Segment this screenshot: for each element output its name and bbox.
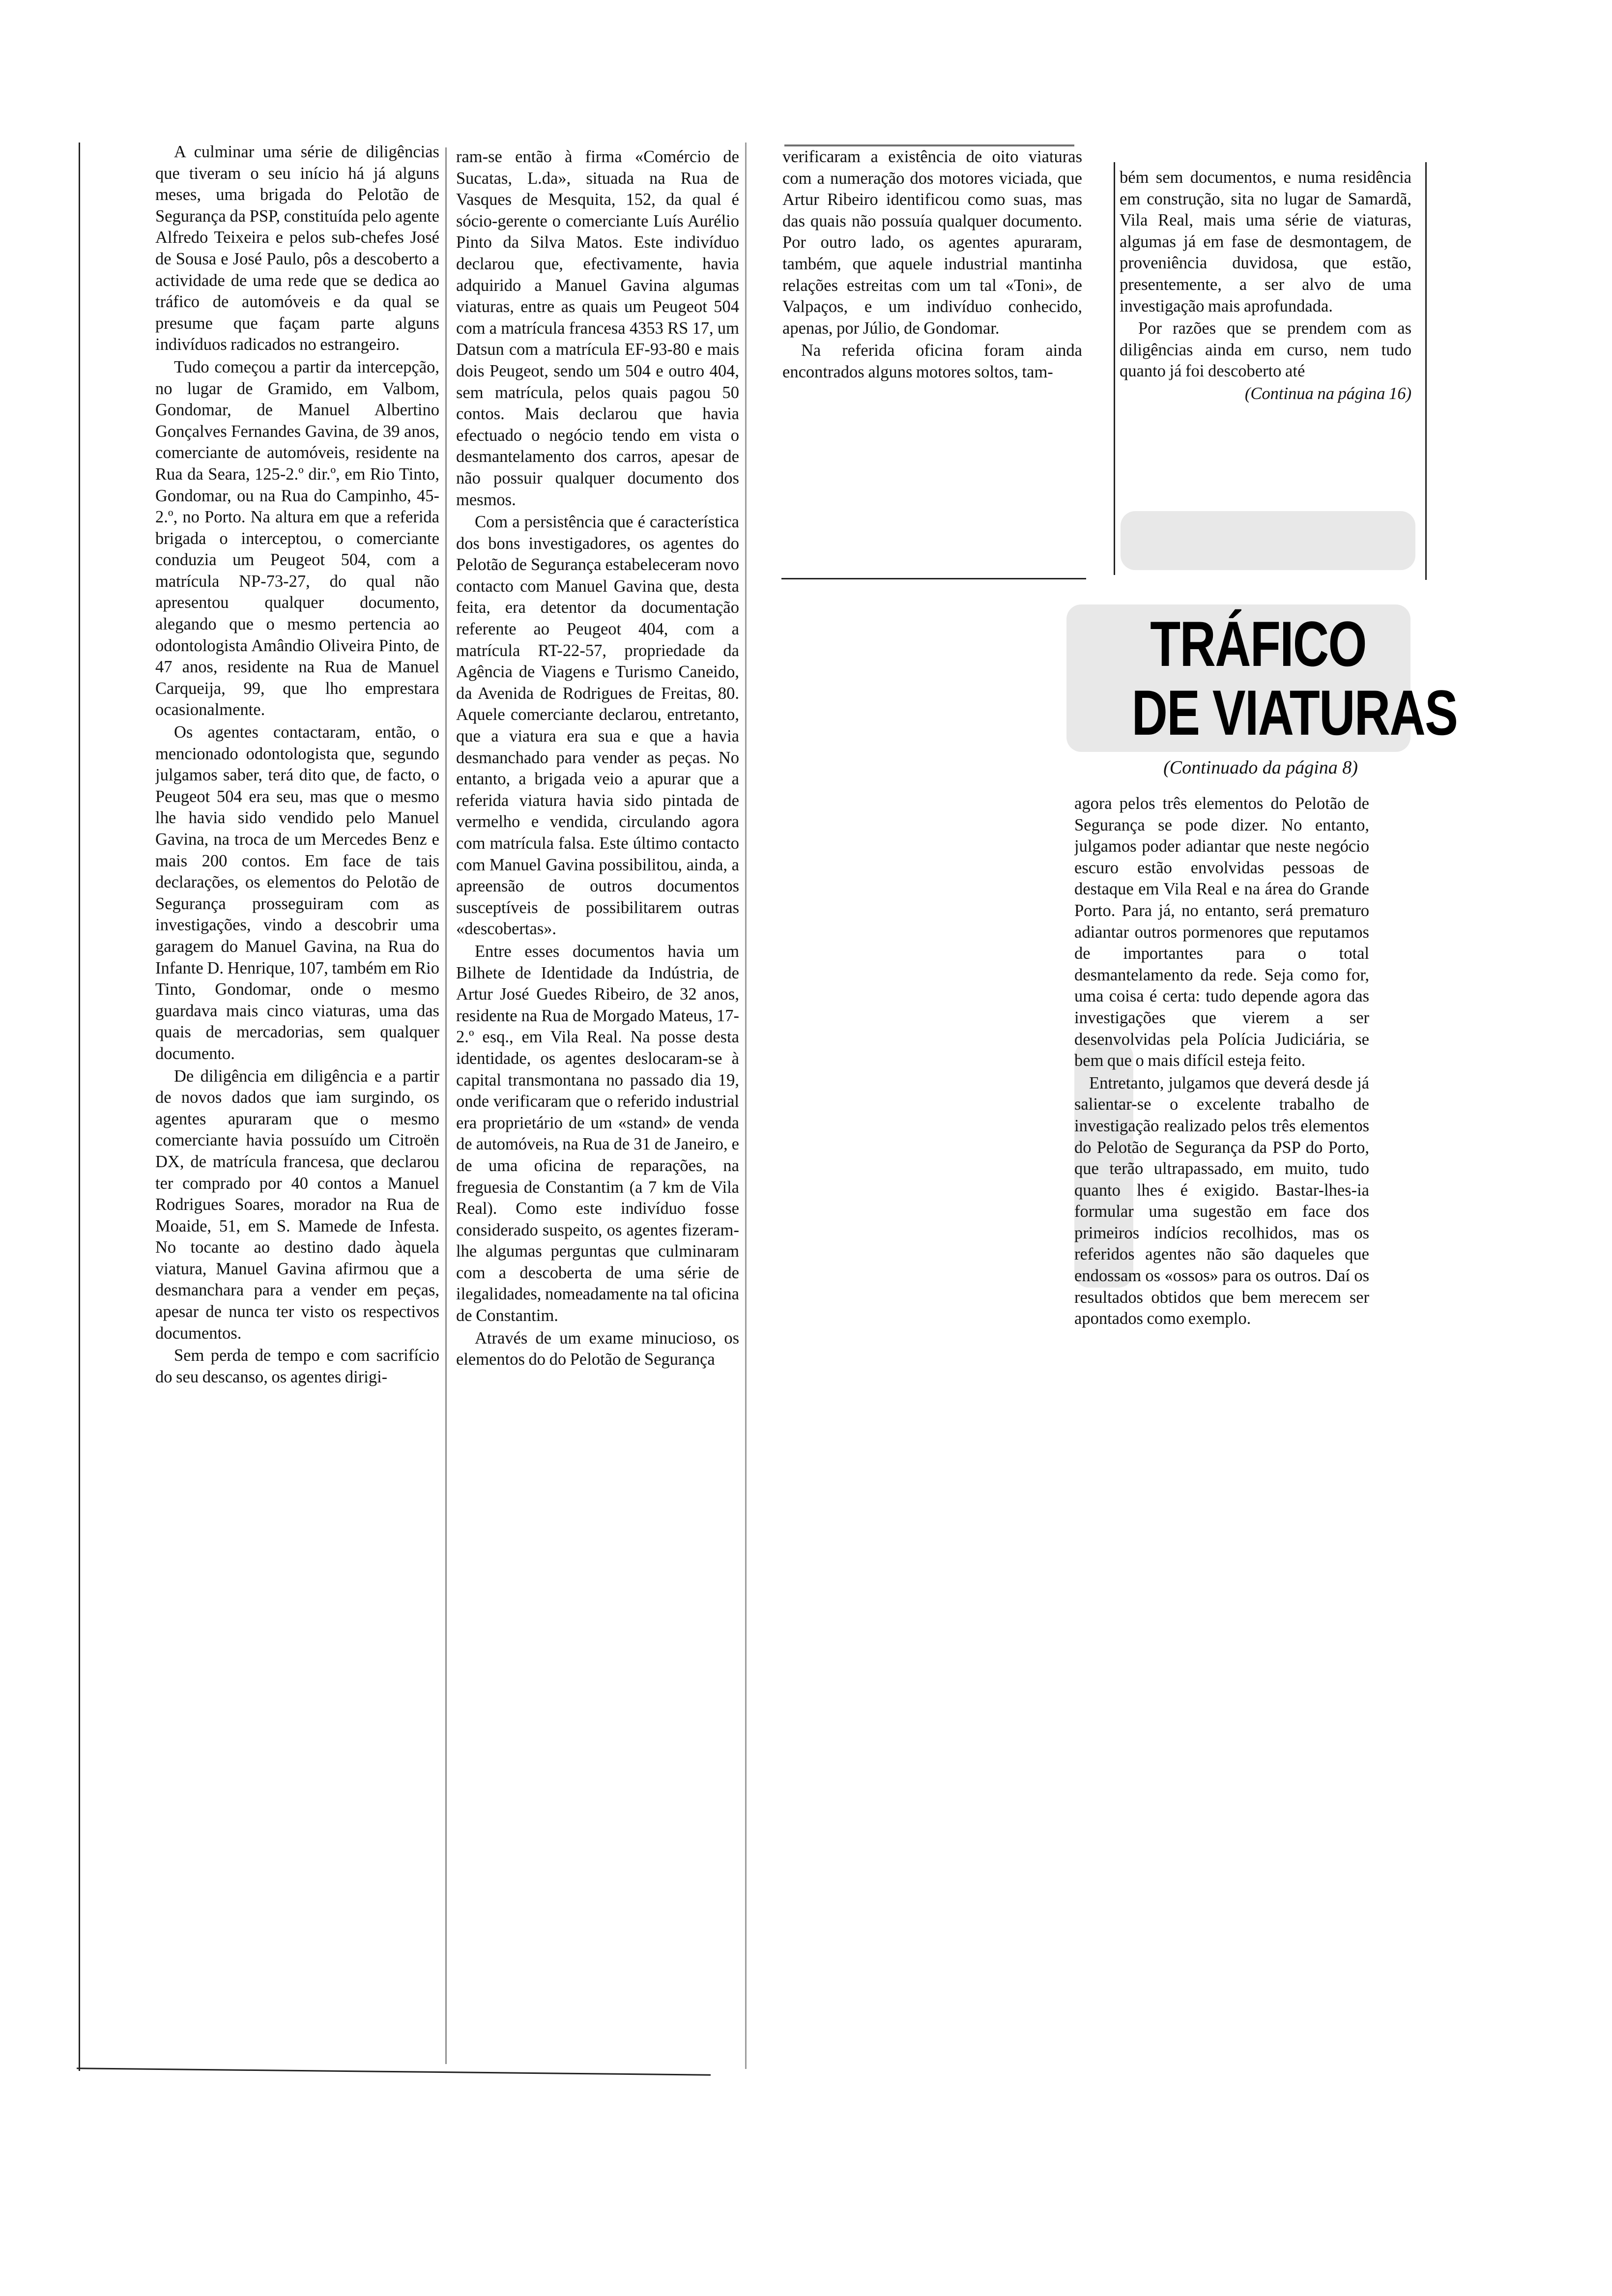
paragraph: bém sem documentos, e numa residência em construção, sita no lugar de Samardã, Vila Real, mais uma série de viaturas, algumas já em fase de desmontagem, de proveniência duvidosa, que estão, presentemente, a ser alvo de uma investigação mais aprofundada. — [1120, 168, 1411, 316]
paragraph: agora pelos três elementos do Pelotão de Segurança se pode dizer. No entanto, julgamos poder adiantar que neste negócio escuro estão envolvidas pessoas de destaque em Vila Real e na área do Grande Porto. Para já, no entanto, será prematuro adiantar outros pormenores que reputamos de importantes para o total desmantelamento da rede. Seja como for, uma coisa é certa: tudo depende agora das investigações que vierem a ser desenvolvidas pela Polícia Judiciária, se bem que o mais difícil esteja feito. — [1074, 794, 1369, 1070]
paragraph: Por razões que se prendem com as diligências ainda em curso, nem tudo quanto já foi descoberto até — [1120, 319, 1411, 381]
paragraph: Entretanto, julgamos que deverá desde já salientar-se o excelente trabalho de investigação realizado pelos três elementos do Pelotão de Segurança da PSP do Porto, que terão ultrapassado, em muito, tudo quanto lhes é exigido. Bastar-lhes-ia formular uma sugestão em face dos primeiros indícios recolhidos, mas os referidos agentes não são daqueles que endossam os «ossos» para os outros. Daí os resultados obtidos que bem merecem ser apontados como exemplo. — [1074, 1073, 1369, 1328]
column-border-left — [79, 143, 80, 2071]
paragraph: Na referida oficina foram ainda encontrados alguns motores soltos, tam- — [782, 341, 1082, 381]
article-column-4 — [1120, 167, 1411, 570]
paragraph: Os agentes contactaram, então, o mencionado odontologista que, segundo julgamos saber, terá dito que, de facto, o Peugeot 504 era seu, mas que o mesmo lhe havia sido vendido pelo Manuel Gavina, na troca de um Mercedes Benz e mais 200 contos. Em face de tais declarações, os elementos do Pelotão de Segurança prosseguiram com as investigações, vindo a descobrir uma garagem do Manuel Gavina, na Rua do Infante D. Henrique, 107, também em Rio Tinto, Gondomar, onde o mesmo guardava mais cinco viaturas, uma das quais de mercadorias, sem qualquer documento. — [155, 723, 439, 1063]
paragraph: Com a persistência que é característica dos bons investigadores, os agentes do Pelotão de Segurança estabeleceram novo contacto com Manuel Gavina que, desta feita, era detentor da documentação referente ao Peugeot 404, com a matrícula RT-22-57, propriedade da Agência de Viagens e Turismo Caneido, da Avenida de Rodrigues de Freitas, 80. Aquele comerciante declarou, entretanto, que a viatura era sua e que a havia desmanchado para vender as peças. No entanto, a brigada veio a apurar que a referida viatura havia sido pintada de vermelho e vendida, circulando agora com matrícula falsa. Este último contacto com Manuel Gavina possibilitou, ainda, a apreensão de outros documentos susceptíveis de possibilitarem outras «descobertas». — [456, 513, 739, 939]
continued-on-note: (Continua na página 16) — [1244, 384, 1411, 403]
paragraph: De diligência em diligência e a partir de novos dados que iam surgindo, os agentes apuraram que o mesmo comerciante havia possuído um Citroën DX, de matrícula francesa, que declarou ter comprado por 40 contos a Manuel Rodrigues Soares, morador na Rua de Moaide, 51, em S. Mamede de Infesta. No tocante ao destino dado àquela viatura, Manuel Gavina afirmou que a desmanchara para a vender em peças, apesar de nunca ter visto os respectivos documentos. — [155, 1066, 439, 1343]
paragraph: Tudo começou a partir da intercepção, no lugar de Gramido, em Valbom, Gondomar, de Manuel Albertino Gonçalves Fernandes Gavina, de 39 anos, comerciante de automóveis, residente na Rua da Seara, 125-2.º dir.º, em Rio Tinto, Gondomar, ou na Rua do Campinho, 45-2.º, no Porto. Na altura em que a referida brigada o interceptou, o comerciante conduzia um Peugeot 504, com a matrícula NP-73-27, do qual não apresentou qualquer documento, alegando que o mesmo pertencia ao odontologista Amândio Oliveira Pinto, de 47 anos, residente na Rua de Manuel Carqueija, 99, que lho emprestara ocasionalmente. — [155, 357, 439, 719]
continued-from-note: (Continuado da página 8) — [1163, 757, 1358, 778]
article-column-3 — [782, 146, 1082, 573]
paragraph: Sem perda de tempo e com sacrifício do seu descanso, os agentes dirigi- — [155, 1346, 439, 1386]
column-border-right — [1425, 162, 1427, 580]
column-divider — [745, 143, 747, 2069]
headline-line: DE VIATURAS — [1131, 677, 1458, 748]
paragraph: A culminar uma série de diligências que tiveram o seu início há já alguns meses, uma brigada do Pelotão de Segurança da PSP, constituída pelo agente Alfredo Teixeira e pelos sub-chefes José de Sousa e José Paulo, pôs a descoberto a actividade de uma rede que se dedica ao tráfico de automóveis e da qual se presume que façam parte alguns indivíduos radicados no estrangeiro. — [155, 143, 439, 354]
paragraph: Entre esses documentos havia um Bilhete de Identidade da Indústria, de Artur José Guedes Ribeiro, de 32 anos, residente na Rua de Morgado Mateus, 17-2.º esq., em Vila Real. Na posse desta identidade, os agentes deslocaram-se à capital transmontana no passado dia 19, onde verificaram que o referido industrial era proprietário de um «stand» de venda de automóveis, na Rua de 31 de Janeiro, e de uma oficina de reparações, na freguesia de Constantim (a 7 km de Vila Real). Como este indivíduo fosse considerado suspeito, os agentes fizeram-lhe algumas perguntas que culminaram com a descoberta de uma série de ilegalidades, nomeadamente na tal oficina de Constantim. — [456, 942, 739, 1325]
column-bottom-rule — [781, 578, 1086, 579]
paragraph: Através de um exame minucioso, os elementos do do Pelotão de Segurança — [456, 1328, 739, 1369]
column-divider — [1114, 162, 1115, 575]
continuation-column — [1074, 793, 1369, 1727]
article-column-2 — [456, 146, 739, 2065]
paragraph: verificaram a existência de oito viaturas com a numeração dos motores viciada, que Artur Ribeiro identificou como suas, mas das quais não possuía qualquer documento. Por outro lado, os agentes apuraram, também, que aquele industrial mantinha relações estreitas com um tal «Toni», de Valpaços, e um indivíduo conhecido, apenas, por Júlio, de Gondomar. — [782, 147, 1082, 338]
headline-line: TRÁFICO — [1150, 608, 1366, 680]
continuation-headline — [1131, 608, 1458, 748]
paragraph: ram-se então à firma «Comércio de Sucatas, L.da», situada na Rua de Vasques de Mesquita, 152, da qual é sócio-gerente o comerciante Luís Aurélio Pinto da Silva Matos. Este indivíduo declarou que, efectivamente, havia adquirido a Manuel Gavina algumas viaturas, entre as quais um Peugeot 504 com a matrícula francesa 4353 RS 17, um Datsun com a matrícula EF-93-80 e mais dois Peugeot, sendo um 504 e outro 404, sem matrícula, pelos quais pagou 50 contos. Mais declarou que havia efectuado o negócio tendo em vista o desmantelamento dos carros, apesar de não possuir qualquer documento dos mesmos. — [456, 147, 739, 509]
article-column-1 — [155, 142, 439, 2069]
column-divider — [445, 147, 447, 2064]
